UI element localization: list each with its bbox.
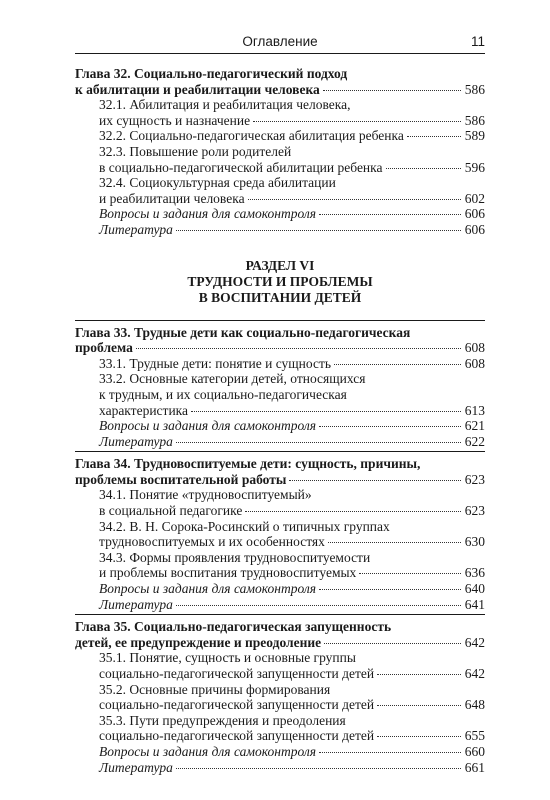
page-ref: 660	[464, 743, 485, 759]
page-ref: 623	[464, 471, 485, 487]
page-ref: 641	[464, 596, 485, 612]
toc-entry: социально-педагогической запущенности детей 655	[99, 728, 485, 744]
section-title-line: 34.3. Формы проявления трудновоспитуемости	[99, 549, 371, 565]
toc-entry: Вопросы и задания для самоконтроля 640	[99, 581, 485, 597]
toc-entry: 33.1. Трудные дети: понятие и сущность 608	[99, 355, 485, 371]
toc-entry: трудновоспитуемых и их особенностях 630	[99, 534, 485, 550]
page-ref: 608	[464, 355, 485, 371]
chapter-33	[75, 325, 485, 450]
toc-entry: Литература 641	[99, 596, 485, 612]
section-title-line: 35.3. Пути предупреждения и преодоления	[99, 712, 346, 728]
toc-entry: и проблемы воспитания трудновоспитуемых 636	[99, 565, 485, 581]
toc-entry: характеристика 613	[99, 402, 485, 418]
toc-entry: проблема 608	[75, 340, 485, 356]
page-ref: 655	[464, 728, 485, 744]
table-of-contents	[75, 66, 485, 775]
toc-entry: Литература 661	[99, 759, 485, 775]
chapter-divider	[75, 320, 485, 321]
toc-entry: Вопросы и задания для самоконтроля 606	[99, 206, 485, 222]
section-title-line: 32.1. Абилитация и реабилитация человека,	[99, 97, 351, 113]
chapter-title-line: Глава 32. Социально-педагогический подход	[75, 66, 348, 81]
chapter-35	[75, 619, 485, 775]
page-ref: 648	[464, 697, 485, 713]
chapter-divider	[75, 451, 485, 452]
page-ref: 606	[464, 221, 485, 237]
page-ref: 586	[464, 112, 485, 128]
chapter-title-line: Глава 33. Трудные дети как социально-педагогическая	[75, 324, 411, 340]
section-title-line: 35.2. Основные причины формирования	[99, 681, 331, 697]
chapter-title-line: Глава 35. Социально-педагогическая запущенность	[75, 619, 392, 635]
section-title-line: к трудным, и их социально-педагогическая	[99, 386, 347, 402]
section-title-line: 34.1. Понятие «трудновоспитуемый»	[99, 487, 312, 503]
toc-entry: Литература 622	[99, 433, 485, 449]
toc-entry: социально-педагогической запущенности детей 642	[99, 666, 485, 681]
part-title-line: ТРУДНОСТИ И ПРОБЛЕМЫ	[187, 273, 373, 289]
page-ref: 630	[464, 534, 485, 550]
toc-entry: Вопросы и задания для самоконтроля 621	[99, 418, 485, 434]
toc-entry: проблемы воспитательной работы 623	[75, 471, 485, 487]
part-number: РАЗДЕЛ VI	[245, 257, 315, 273]
page-ref: 602	[464, 190, 485, 206]
header-rule	[75, 53, 485, 54]
page-ref: 642	[464, 634, 485, 650]
section-title-line: 35.1. Понятие, сущность и основные группы	[99, 650, 356, 666]
page-ref: 621	[464, 418, 485, 434]
chapter-title-line: Глава 34. Трудновоспитуемые дети: сущность, причины,	[75, 456, 421, 472]
toc-entry: Вопросы и задания для самоконтроля 660	[99, 743, 485, 759]
chapter-divider	[75, 614, 485, 615]
header-title: Оглавление	[242, 34, 318, 49]
toc-entry: Литература 606	[99, 221, 485, 237]
section-title-line: 34.2. В. Н. Сорока-Росинский о типичных группах	[99, 518, 390, 534]
page-ref: 608	[464, 340, 485, 356]
toc-entry: детей, ее предупреждение и преодоление 642	[75, 634, 485, 650]
toc-entry: в социально-педагогической абилитации ребенка 596	[99, 159, 485, 175]
toc-entry: 32.2. Социально-педагогическая абилитация ребенка 589	[99, 128, 485, 144]
chapter-34	[75, 456, 485, 612]
chapter-32	[75, 66, 485, 238]
part-heading	[75, 258, 485, 306]
part-title-line: В ВОСПИТАНИИ ДЕТЕЙ	[198, 289, 362, 305]
page-ref: 636	[464, 565, 485, 581]
toc-entry: их сущность и назначение 586	[99, 112, 485, 128]
page-ref: 640	[464, 581, 485, 597]
section-title-line: 33.2. Основные категории детей, относящихся	[99, 371, 366, 387]
page-ref: 623	[464, 503, 485, 519]
running-header	[75, 34, 485, 54]
toc-entry: в социальной педагогике 623	[99, 503, 485, 519]
page-ref: 586	[464, 81, 485, 97]
toc-entry: к абилитации и реабилитации человека 586	[75, 81, 485, 97]
header-page-number: 11	[470, 34, 485, 49]
page-ref: 613	[464, 402, 485, 418]
toc-entry: социально-педагогической запущенности детей 648	[99, 697, 485, 713]
page-ref: 642	[464, 666, 485, 681]
page-ref: 589	[464, 128, 485, 144]
section-title-line: 32.4. Социокультурная среда абилитации	[99, 175, 336, 191]
page-ref: 596	[464, 159, 485, 175]
page-ref: 661	[464, 759, 485, 775]
section-title-line: 32.3. Повышение роли родителей	[99, 143, 292, 159]
page-ref: 622	[464, 433, 485, 449]
toc-entry: и реабилитации человека 602	[99, 190, 485, 206]
page-ref: 606	[464, 206, 485, 222]
